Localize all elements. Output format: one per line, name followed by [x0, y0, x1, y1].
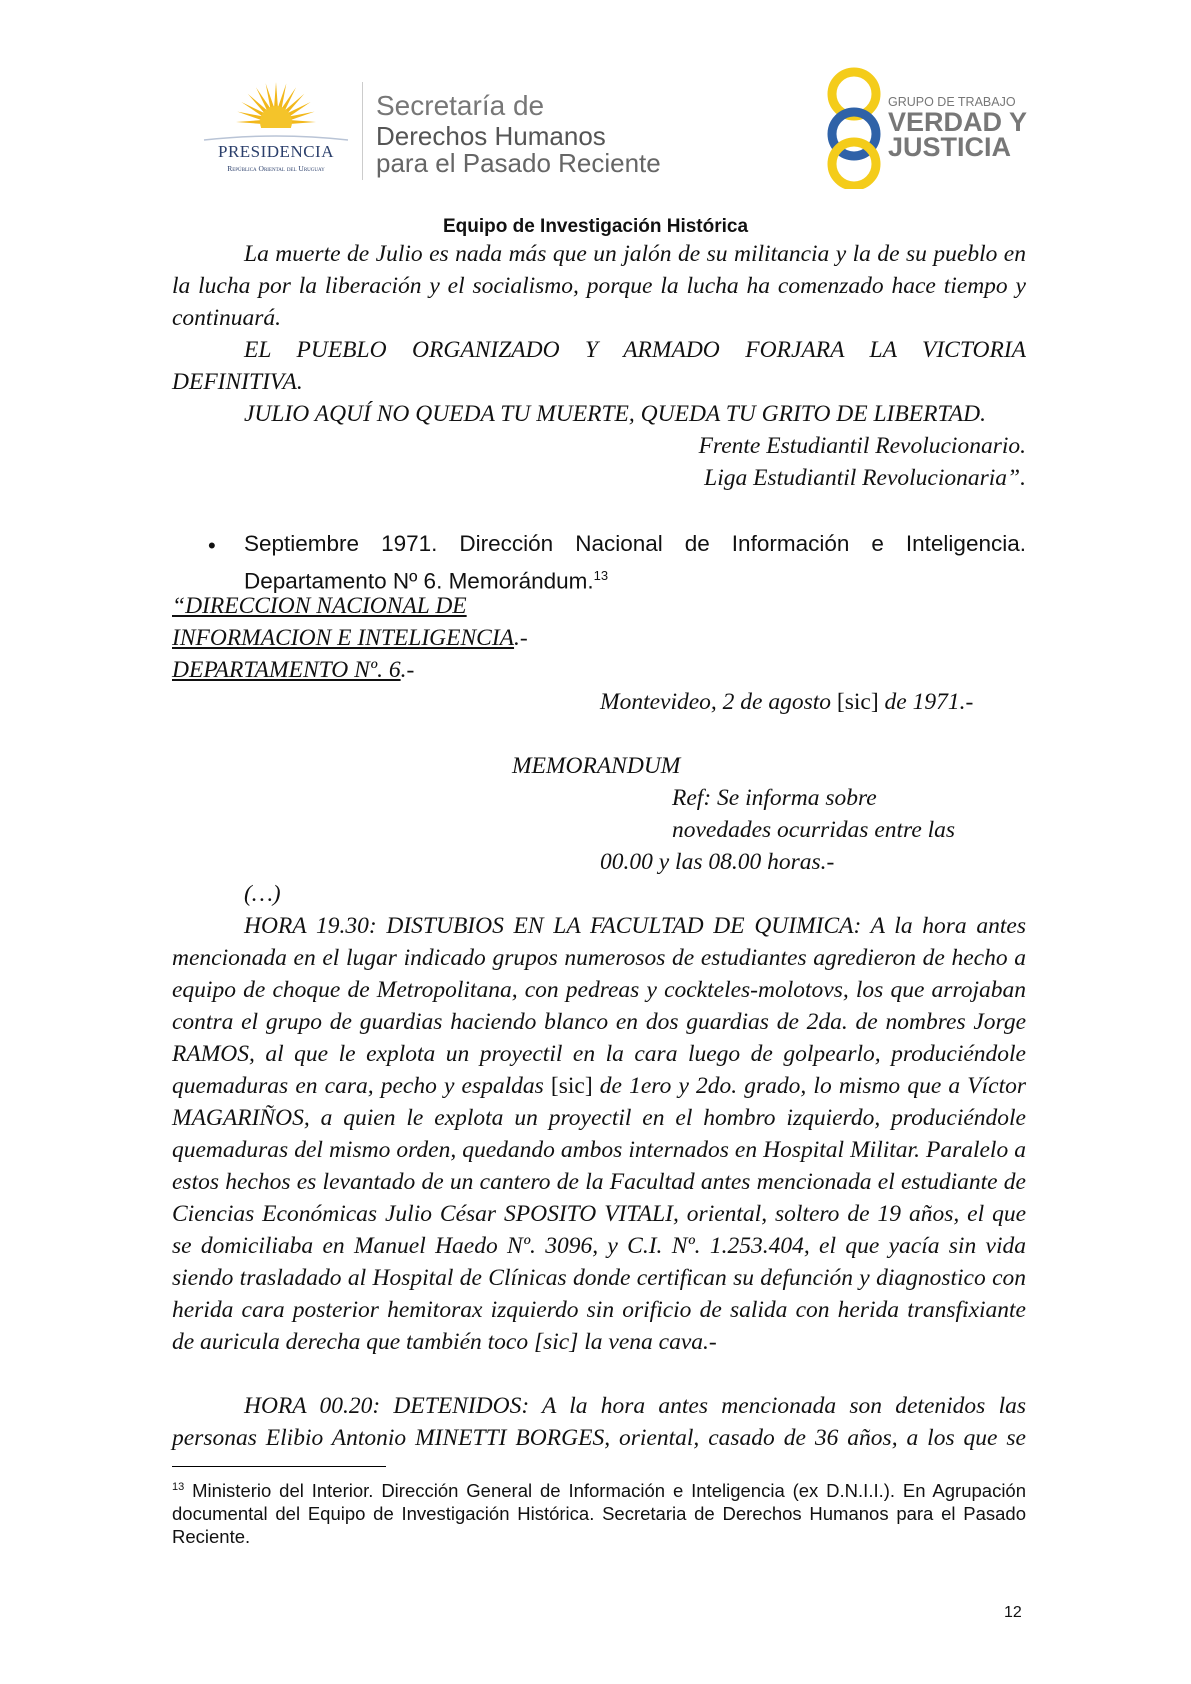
memo-header-3-text: DEPARTAMENTO Nº. 6 — [172, 657, 401, 683]
quote-signature-1: Frente Estudiantil Revolucionario. — [698, 433, 1026, 459]
memo-ref-3: 00.00 y las 08.00 horas.- — [600, 849, 835, 875]
bullet-item — [244, 528, 1026, 598]
memo-ellipsis: (…) — [244, 881, 281, 907]
secretaria-line3: para el Pasado Reciente — [376, 148, 661, 178]
secretaria-line1: Secretaría de — [376, 90, 545, 121]
footnote-number: 13 — [172, 1481, 185, 1493]
bullet-symbol: • — [208, 533, 216, 558]
memo-paragraph-2: HORA 00.20: DETENIDOS: A la hora antes mencionada son detenidos las personas Elibio Antonio MINETTI BORGES, oriental, casado de 36 años, a los que se — [172, 1393, 1026, 1451]
memo-ref-1: Ref: Se informa sobre — [672, 785, 877, 811]
memo-header-1: “DIRECCION NACIONAL DE — [172, 593, 467, 619]
footnote-text: Ministerio del Interior. Dirección General de Información e Inteligencia (ex D.N.I.I.). En Agrupación documental del Equipo de Investigación Histórica. Secretaria de Derechos Humanos para el Pasado Reciente. — [172, 1480, 1027, 1548]
quote-signature-2: Liga Estudiantil Revolucionaria”. — [704, 465, 1026, 491]
presidencia-label: PRESIDENCIA — [217, 142, 334, 161]
republica-label: República Oriental del Uruguay — [227, 164, 325, 173]
quote-paragraph-3: JULIO AQUÍ NO QUEDA TU MUERTE, QUEDA TU GRITO DE LIBERTAD. — [244, 401, 986, 427]
quote-paragraph-1: La muerte de Julio es nada más que un jalón de su militancia y la de su pueblo en la lucha por la liberación y el socialismo, porque la lucha ha comenzado hace tiempo y continuará. — [172, 241, 1026, 331]
footnote-ref[interactable]: 13 — [593, 568, 609, 583]
memo-ref-2: novedades ocurridas entre las — [672, 817, 956, 843]
memo-header-3: DEPARTAMENTO Nº. 6.- — [172, 657, 415, 683]
section-subtitle: Equipo de Investigación Histórica — [442, 216, 749, 237]
footnote-separator — [172, 1466, 386, 1467]
page-number: 12 — [1004, 1604, 1022, 1621]
justicia-label: JUSTICIA — [888, 132, 1012, 162]
verdad-label: VERDAD Y — [888, 107, 1028, 137]
secretaria-line2: Derechos Humanos — [376, 121, 606, 151]
grupo-label: GRUPO DE TRABAJO — [888, 95, 1016, 109]
memo-date: Montevideo, 2 de agosto [sic] de 1971.- — [600, 689, 974, 715]
quote-paragraph-2: EL PUEBLO ORGANIZADO Y ARMADO FORJARA LA VICTORIA DEFINITIVA. — [172, 337, 1026, 395]
memo-title: MEMORANDUM — [512, 753, 681, 779]
memo-paragraph-1: HORA 19.30: DISTUBIOS EN LA FACULTAD DE QUIMICA: A la hora antes mencionada en el lugar indicado grupos numerosos de estudiantes agredieron de hecho a equipo de choque de Metropolitana, con pedreas y cockteles-molotovs, los que arrojaban contra el grupo de guardias haciendo blanco en dos guardias de 2da. de nombres Jorge RAMOS, al que le explota un proyectil en la cara luego de golpearlo, produciéndole quemaduras en cara, pecho y espaldas [sic] de 1ero y 2do. grado, lo mismo que a Víctor MAGARIÑOS, a quien le explota un proyectil en el hombro izquierdo, produciéndole quemaduras del mismo orden, quedando ambos internados en Hospital Militar. Paralelo a estos hechos es levantado de un cantero de la Facultad antes mencionada el estudiante de Ciencias Económicas Julio César SPOSITO VITALI, oriental, soltero de 19 años, el que se domiciliaba en Manuel Haedo Nº. 3096, y C.I. Nº. 1.253.404, el que yacía sin vida siendo trasladado al Hospital de Clínicas donde certifican su defunción y diagnostico con herida cara posterior hemitorax izquierdo sin orificio de salida con herida transfixiante de auricula derecha que también toco [sic] la vena cava.- — [172, 913, 1026, 1355]
memo-header-2-text: INFORMACION E INTELIGENCIA — [172, 625, 515, 651]
memo-header-2: INFORMACION E INTELIGENCIA.- — [172, 625, 528, 651]
bullet-text: Septiembre 1971. Dirección Nacional de Información e Inteligencia. Departamento Nº 6. Memorándum. — [244, 531, 1026, 594]
header-divider — [362, 82, 363, 180]
footnote — [172, 1476, 1026, 1548]
